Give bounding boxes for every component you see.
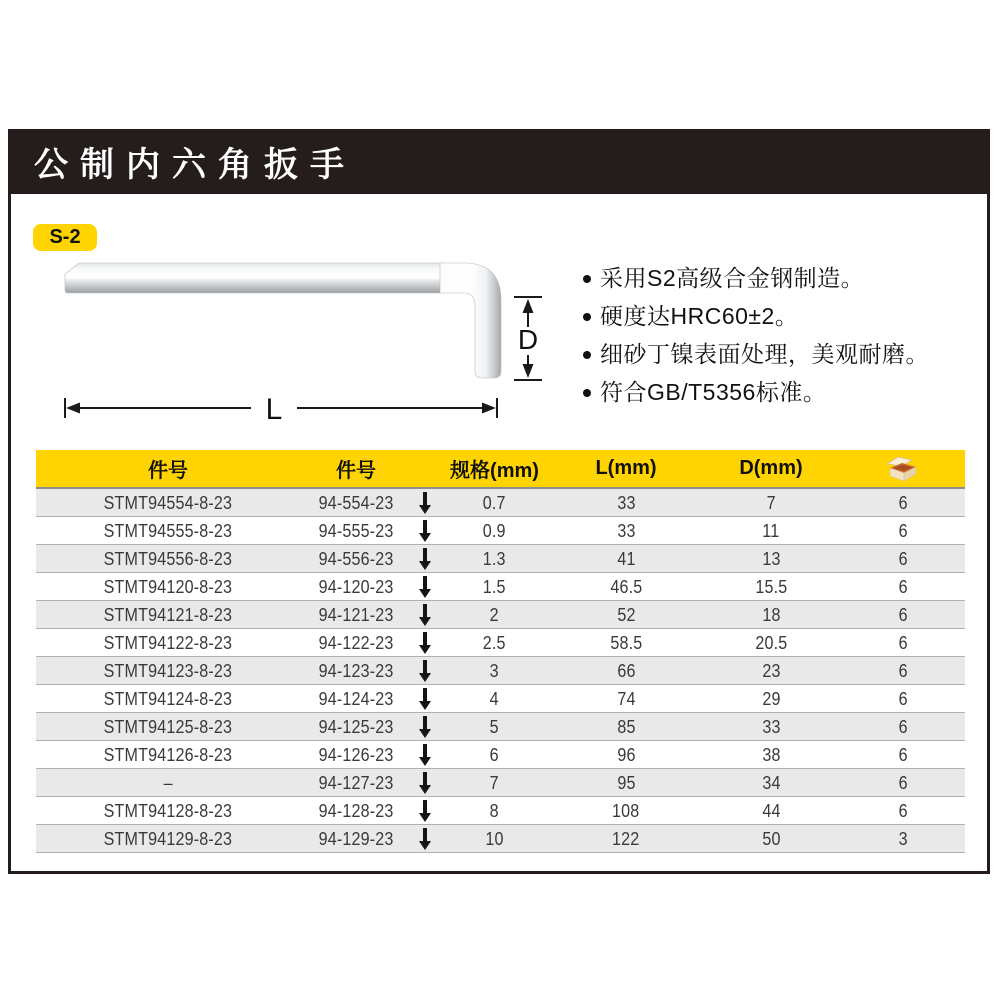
down-arrow-icon xyxy=(419,576,432,598)
cell-diameter: 18 xyxy=(701,601,841,629)
cell-spec: 2 xyxy=(438,601,551,629)
table-row xyxy=(36,657,965,685)
header-inner-pack-qty xyxy=(841,450,965,488)
cell-diameter: 34 xyxy=(701,769,841,797)
cell-qty: 3 xyxy=(841,825,965,853)
feature-text: 硬度达HRC60±2。 xyxy=(600,303,799,329)
cell-length: 33 xyxy=(551,517,701,545)
header-spec-mm: 规格(mm) xyxy=(438,450,551,488)
cell-diameter: 15.5 xyxy=(701,573,841,601)
carton-box-icon xyxy=(885,455,921,482)
cell-part-number-2: 94-120-23 xyxy=(300,573,412,601)
cell-part-number-1: STMT94124-8-23 xyxy=(36,685,300,713)
cell-arrow xyxy=(412,488,438,517)
table-row xyxy=(36,517,965,545)
dim-l-label: L xyxy=(265,393,283,426)
cell-diameter: 20.5 xyxy=(701,629,841,657)
cell-arrow xyxy=(412,769,438,797)
cell-part-number-1: STMT94556-8-23 xyxy=(36,545,300,573)
feature-item xyxy=(583,342,983,367)
cell-arrow xyxy=(412,713,438,741)
table-row xyxy=(36,601,965,629)
cell-qty: 6 xyxy=(841,488,965,517)
cell-spec: 7 xyxy=(438,769,551,797)
cell-diameter: 33 xyxy=(701,713,841,741)
cell-part-number-1: STMT94129-8-23 xyxy=(36,825,300,853)
spec-table-body xyxy=(36,488,965,853)
cell-part-number-2: 94-126-23 xyxy=(300,741,412,769)
cell-part-number-1: STMT94126-8-23 xyxy=(36,741,300,769)
cell-arrow xyxy=(412,629,438,657)
down-arrow-icon xyxy=(419,800,432,822)
cell-spec: 1.5 xyxy=(438,573,551,601)
cell-spec: 10 xyxy=(438,825,551,853)
cell-part-number-2: 94-554-23 xyxy=(300,488,412,517)
cell-spec: 2.5 xyxy=(438,629,551,657)
cell-qty: 6 xyxy=(841,685,965,713)
cell-spec: 5 xyxy=(438,713,551,741)
cell-diameter: 44 xyxy=(701,797,841,825)
cell-part-number-2: 94-128-23 xyxy=(300,797,412,825)
cell-arrow xyxy=(412,797,438,825)
down-arrow-icon xyxy=(419,604,432,626)
cell-part-number-1: – xyxy=(36,769,300,797)
header-length-mm: L(mm) xyxy=(551,450,701,488)
cell-part-number-2: 94-556-23 xyxy=(300,545,412,573)
cell-arrow xyxy=(412,545,438,573)
cell-diameter: 50 xyxy=(701,825,841,853)
cell-diameter: 7 xyxy=(701,488,841,517)
cell-part-number-1: STMT94122-8-23 xyxy=(36,629,300,657)
table-row xyxy=(36,545,965,573)
cell-qty: 6 xyxy=(841,741,965,769)
cell-arrow xyxy=(412,601,438,629)
down-arrow-icon xyxy=(419,632,432,654)
cell-part-number-2: 94-125-23 xyxy=(300,713,412,741)
page-title-bar xyxy=(8,129,990,194)
header-arrow-spacer xyxy=(412,450,438,488)
feature-text: 采用S2高级合金钢制造。 xyxy=(600,265,865,291)
cell-length: 122 xyxy=(551,825,701,853)
cell-qty: 6 xyxy=(841,601,965,629)
bullet-icon xyxy=(583,389,591,397)
hex-key-long-arm xyxy=(65,263,443,293)
cell-part-number-1: STMT94554-8-23 xyxy=(36,488,300,517)
header-part-number-1: 件号 xyxy=(36,450,300,488)
cell-length: 95 xyxy=(551,769,701,797)
down-arrow-icon xyxy=(419,660,432,682)
table-row xyxy=(36,573,965,601)
cell-length: 74 xyxy=(551,685,701,713)
down-arrow-icon xyxy=(419,548,432,570)
cell-qty: 6 xyxy=(841,797,965,825)
cell-diameter: 11 xyxy=(701,517,841,545)
cell-part-number-1: STMT94123-8-23 xyxy=(36,657,300,685)
feature-item xyxy=(583,380,983,405)
cell-diameter: 29 xyxy=(701,685,841,713)
down-arrow-icon xyxy=(419,688,432,710)
cell-part-number-2: 94-123-23 xyxy=(300,657,412,685)
hex-key-short-leg xyxy=(440,263,501,378)
cell-qty: 6 xyxy=(841,517,965,545)
feature-item xyxy=(583,304,983,329)
cell-part-number-1: STMT94125-8-23 xyxy=(36,713,300,741)
cell-arrow xyxy=(412,573,438,601)
table-row xyxy=(36,488,965,517)
cell-arrow xyxy=(412,685,438,713)
table-row xyxy=(36,629,965,657)
dim-d-label: D xyxy=(517,324,539,355)
feature-text: 细砂丁镍表面处理，美观耐磨。 xyxy=(600,341,929,367)
header-diameter-mm: D(mm) xyxy=(701,450,841,488)
cell-length: 96 xyxy=(551,741,701,769)
cell-part-number-2: 94-127-23 xyxy=(300,769,412,797)
cell-spec: 8 xyxy=(438,797,551,825)
cell-part-number-2: 94-555-23 xyxy=(300,517,412,545)
cell-spec: 3 xyxy=(438,657,551,685)
cell-diameter: 38 xyxy=(701,741,841,769)
page-title: 公制内六角扳手 xyxy=(34,146,356,184)
cell-part-number-2: 94-122-23 xyxy=(300,629,412,657)
spec-table xyxy=(36,450,965,853)
table-row xyxy=(36,685,965,713)
cell-part-number-2: 94-124-23 xyxy=(300,685,412,713)
cell-part-number-1: STMT94128-8-23 xyxy=(36,797,300,825)
cell-part-number-2: 94-129-23 xyxy=(300,825,412,853)
cell-part-number-1: STMT94555-8-23 xyxy=(36,517,300,545)
feature-item xyxy=(583,266,983,291)
cell-arrow xyxy=(412,825,438,853)
down-arrow-icon xyxy=(419,716,432,738)
bullet-icon xyxy=(583,313,591,321)
cell-length: 108 xyxy=(551,797,701,825)
cell-arrow xyxy=(412,517,438,545)
cell-part-number-1: STMT94121-8-23 xyxy=(36,601,300,629)
down-arrow-icon xyxy=(419,520,432,542)
cell-length: 66 xyxy=(551,657,701,685)
down-arrow-icon xyxy=(419,772,432,794)
table-row xyxy=(36,713,965,741)
table-row xyxy=(36,825,965,853)
cell-spec: 0.7 xyxy=(438,488,551,517)
cell-qty: 6 xyxy=(841,545,965,573)
down-arrow-icon xyxy=(419,744,432,766)
table-row xyxy=(36,769,965,797)
feature-text: 符合GB/T5356标准。 xyxy=(600,379,827,405)
cell-length: 85 xyxy=(551,713,701,741)
header-part-number-2: 件号 xyxy=(300,450,412,488)
cell-qty: 6 xyxy=(841,629,965,657)
bullet-icon xyxy=(583,351,591,359)
cell-length: 46.5 xyxy=(551,573,701,601)
cell-spec: 0.9 xyxy=(438,517,551,545)
cell-spec: 6 xyxy=(438,741,551,769)
table-row xyxy=(36,741,965,769)
cell-diameter: 13 xyxy=(701,545,841,573)
cell-qty: 6 xyxy=(841,769,965,797)
cell-spec: 1.3 xyxy=(438,545,551,573)
table-row xyxy=(36,797,965,825)
down-arrow-icon xyxy=(419,492,432,514)
down-arrow-icon xyxy=(419,828,432,850)
cell-qty: 6 xyxy=(841,657,965,685)
hex-key-diagram xyxy=(45,245,585,430)
cell-length: 52 xyxy=(551,601,701,629)
cell-qty: 6 xyxy=(841,573,965,601)
cell-diameter: 23 xyxy=(701,657,841,685)
cell-length: 58.5 xyxy=(551,629,701,657)
cell-spec: 4 xyxy=(438,685,551,713)
cell-arrow xyxy=(412,741,438,769)
bullet-icon xyxy=(583,275,591,283)
feature-list xyxy=(583,266,983,418)
cell-qty: 6 xyxy=(841,713,965,741)
spec-table-header-row xyxy=(36,450,965,488)
cell-arrow xyxy=(412,657,438,685)
cell-length: 41 xyxy=(551,545,701,573)
cell-part-number-2: 94-121-23 xyxy=(300,601,412,629)
cell-part-number-1: STMT94120-8-23 xyxy=(36,573,300,601)
series-badge: S-2 xyxy=(33,224,97,251)
cell-length: 33 xyxy=(551,488,701,517)
